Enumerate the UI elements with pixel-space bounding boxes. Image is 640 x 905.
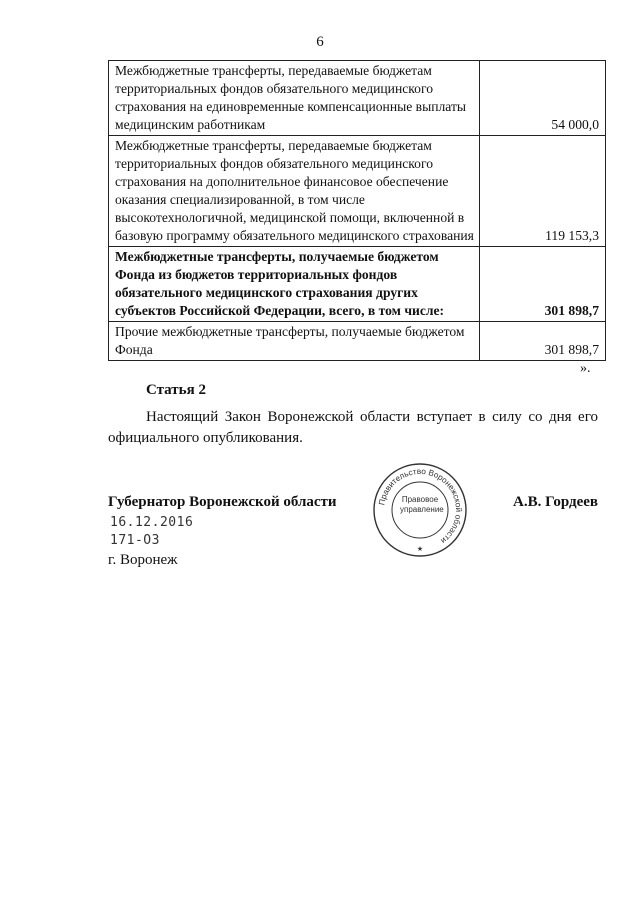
document-number: 171-ОЗ xyxy=(110,533,160,548)
row-description: Прочие межбюджетные трансферты, получаемые бюджетом Фонда xyxy=(109,322,480,361)
row-amount: 119 153,3 xyxy=(480,136,606,247)
row-amount: 301 898,7 xyxy=(480,322,606,361)
article-heading: Статья 2 xyxy=(146,382,206,398)
table-row xyxy=(109,322,606,361)
svg-text:★: ★ xyxy=(416,545,424,553)
row-description: Межбюджетные трансферты, передаваемые бюджетам территориальных фондов обязательного медицинского страхования на дополнительное финансовое обеспечение оказания специализированной, в том числе высокотехнологичной, медицинской помощи, включенной в базовую программу обязательного медицинского страхования xyxy=(109,136,480,247)
document-city: г. Воронеж xyxy=(108,552,178,568)
row-amount: 301 898,7 xyxy=(480,247,606,322)
table-row-total xyxy=(109,247,606,322)
closing-quote: ». xyxy=(580,361,591,376)
row-amount: 54 000,0 xyxy=(480,61,606,136)
stamp-center-line: Правовое xyxy=(401,495,439,504)
official-stamp xyxy=(372,462,468,558)
stamp-center-text xyxy=(400,495,444,515)
stamp-ring-text: Правительство Воронежской области xyxy=(377,466,464,546)
stamp-center-line: управление xyxy=(400,505,444,514)
signatory-title: Губернатор Воронежской области xyxy=(108,494,337,510)
document-date: 16.12.2016 xyxy=(110,515,194,530)
row-description: Межбюджетные трансферты, передаваемые бюджетам территориальных фондов обязательного медицинского страхования на единовременные компенсационные выплаты медицинским работникам xyxy=(109,61,480,136)
page-number: 6 xyxy=(316,34,324,50)
row-description: Межбюджетные трансферты, получаемые бюджетом Фонда из бюджетов территориальных фондов обязательного медицинского страхования других субъектов Российской Федерации, всего, в том числе: xyxy=(109,247,480,322)
signatory-name: А.В. Гордеев xyxy=(513,494,598,510)
article-body: Настоящий Закон Воронежской области вступает в силу со дня его официального опубликования. xyxy=(108,409,598,446)
budget-table xyxy=(108,60,606,361)
table-row xyxy=(109,61,606,136)
table-row xyxy=(109,136,606,247)
